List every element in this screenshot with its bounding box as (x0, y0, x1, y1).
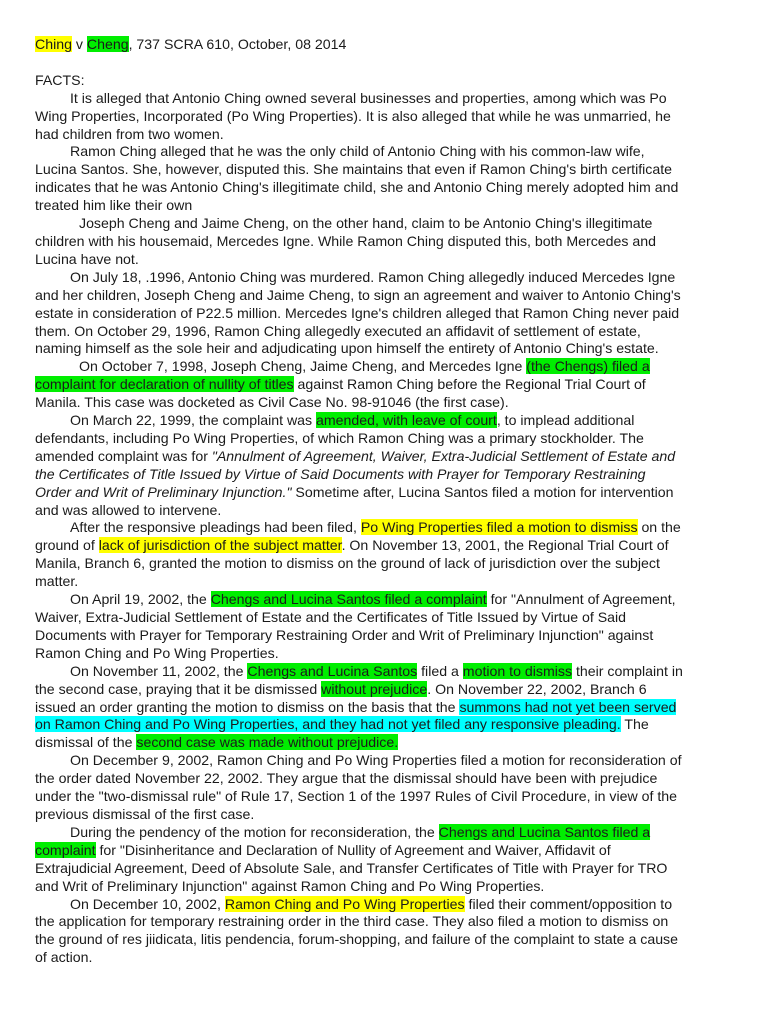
text-line: matter. (35, 573, 79, 590)
text-line: children with his housemaid, Mercedes Igne. While Ramon Ching disputed this, both Mercedes and (35, 232, 656, 249)
text-line: Manila. This case was docketed as Civil Case No. 98-91046 (the first case). (35, 394, 509, 411)
text-line: and Writ of Preliminary Injunction" against Ramon Ching and Po Wing Properties. (35, 877, 545, 894)
text-line: On December 10, 2002, Ramon Ching and Po Wing Properties filed their comment/opposition to (70, 895, 673, 912)
text-line: Extrajudicial Agreement, Deed of Absolute Sale, and Transfer Certificates of Title with Prayer for TRO (35, 859, 668, 876)
text-line: ground of lack of jurisdiction of the subject matter. On November 13, 2001, the Regional Trial Court of (35, 537, 669, 554)
text-line: and was allowed to intervene. (35, 501, 222, 518)
highlight-yellow: Ching (35, 36, 72, 52)
text-line: Documents with Prayer for Temporary Restraining Order and Writ of Preliminary Injunction" against (35, 626, 654, 643)
text-line: treated him like their own (35, 197, 193, 214)
text-line: under the "two-dismissal rule" of Rule 17, Section 1 of the 1997 Rules of Civil Procedure, in view of the (35, 788, 677, 805)
highlight-green: (the Chengs) filed a (526, 358, 650, 375)
text-line: estate in consideration of P22.5 million. Mercedes Igne's children alleged that Ramon Ching never paid (35, 304, 680, 321)
highlight-yellow: lack of jurisdiction of the subject matter (98, 537, 342, 554)
text-line: amended complaint was for "Annulment of Agreement, Waiver, Extra-Judicial Settlement of Estate and (35, 447, 676, 464)
highlight-green: Chengs and Lucina Santos (247, 662, 418, 679)
section-heading: FACTS: (35, 71, 85, 88)
blank-line (35, 54, 730, 72)
text-line: Wing Properties, Incorporated (Po Wing Properties). It is also alleged that while he was unmarried, he (35, 107, 671, 124)
text-line: On November 11, 2002, the Chengs and Lucina Santos filed a motion to dismiss their complaint in (70, 662, 683, 679)
text-line: dismissal of the second case was made without prejudice. (35, 734, 399, 751)
text-line: naming himself as the sole heir and adjudicating upon himself the entirety of Antonio Ching's estate. (35, 340, 659, 357)
text-line: Joseph Cheng and Jaime Cheng, on the other hand, claim to be Antonio Ching's illegitimate (79, 215, 653, 232)
highlight-green: Cheng (86, 36, 129, 52)
document-body (35, 36, 730, 967)
text-line: complaint for declaration of nullity of titles against Ramon Ching before the Regional Trial Court of (35, 376, 646, 393)
highlight-yellow: Ramon Ching and Po Wing Properties (224, 895, 465, 912)
text-line: issued an order granting the motion to dismiss on the basis that the summons had not yet been served (35, 698, 677, 715)
text-line: the ground of res jiidicata, litis pendencia, forum-shopping, and failure of the complaint to state a cause (35, 931, 678, 948)
highlight-green: complaint (35, 841, 96, 858)
text-line: It is alleged that Antonio Ching owned several businesses and properties, among which was Po (70, 89, 667, 106)
text-line: Lucina have not. (35, 250, 139, 267)
case-title: Ching v Cheng, 737 SCRA 610, October, 08 2014 (35, 36, 347, 52)
text-line: the order dated November 22, 2002. They argue that the dismissal should have been with prejudice (35, 770, 658, 787)
text-line: them. On October 29, 1996, Ramon Ching allegedly executed an affidavit of settlement of estate, (35, 322, 641, 339)
highlight-green: Chengs and Lucina Santos filed a (438, 823, 651, 840)
text-line: On December 9, 2002, Ramon Ching and Po Wing Properties filed a motion for reconsideration of (70, 752, 682, 769)
text-line: Lucina Santos. She, however, disputed this. She maintains that even if Ramon Ching's birth certificate (35, 161, 673, 178)
text-line: During the pendency of the motion for reconsideration, the Chengs and Lucina Santos filed a (70, 823, 651, 840)
text-line: had children from two women. (35, 125, 224, 142)
highlight-cyan: on Ramon Ching and Po Wing Properties, and they had not yet filed any responsive pleading. (35, 716, 621, 733)
text-line: Order and Writ of Preliminary Injunction." Sometime after, Lucina Santos filed a motion for intervention (35, 483, 674, 500)
text-line: defendants, including Po Wing Properties, of which Ramon Ching was a primary stockholder. The (35, 429, 644, 446)
text-line: On March 22, 1999, the complaint was amended, with leave of court, to implead additional (70, 412, 635, 429)
highlight-cyan: summons had not yet been served (459, 698, 677, 715)
text-line: of action. (35, 949, 93, 966)
italic-text: "Annulment of Agreement, Waiver, Extra-Judicial Settlement of Estate and (211, 447, 676, 464)
text-line: the second case, praying that it be dismissed without prejudice. On November 22, 2002, Branch 6 (35, 680, 647, 697)
highlight-green: motion to dismiss (462, 662, 573, 679)
text-line: Manila, Branch 6, granted the motion to dismiss on the ground of lack of jurisdiction over the subject (35, 555, 660, 572)
highlight-green: without prejudice (321, 680, 428, 697)
text-line: On July 18, .1996, Antonio Ching was murdered. Ramon Ching allegedly induced Mercedes Igne (70, 268, 676, 285)
italic-text: Order and Writ of Preliminary Injunction." (35, 483, 292, 500)
text-line: previous dismissal of the first case. (35, 805, 255, 822)
text-line: Waiver, Extra-Judicial Settlement of Estate and the Certificates of Title Issued by Virtue of Said (35, 609, 627, 625)
text-line: On April 19, 2002, the Chengs and Lucina Santos filed a complaint for "Annulment of Agreement, (70, 591, 676, 608)
highlight-green: second case was made without prejudice. (136, 734, 399, 751)
text-line: On October 7, 1998, Joseph Cheng, Jaime Cheng, and Mercedes Igne (the Chengs) filed a (79, 358, 650, 375)
text-line: on Ramon Ching and Po Wing Properties, and they had not yet filed any responsive pleading. The (35, 716, 649, 733)
highlight-green: Chengs and Lucina Santos filed a complaint (210, 591, 487, 608)
text-line: the application for temporary restraining order in the third case. They also filed a motion to dismiss on (35, 913, 669, 930)
highlight-green: amended, with leave of court (316, 412, 497, 429)
text-line: complaint for "Disinheritance and Declaration of Nullity of Agreement and Waiver, Affidavit of (35, 841, 611, 858)
highlight-yellow: Po Wing Properties filed a motion to dismiss (360, 519, 638, 536)
text-line: Ramon Ching and Po Wing Properties. (35, 644, 279, 661)
text-line: indicates that he was Antonio Ching's illegitimate child, she and Antonio Ching merely adopted him and (35, 179, 679, 196)
text-line: Ramon Ching alleged that he was the only child of Antonio Ching with his common-law wife, (70, 143, 645, 160)
highlight-green: complaint for declaration of nullity of titles (35, 376, 294, 393)
text-line: After the responsive pleadings had been filed, Po Wing Properties filed a motion to dismiss on the (70, 519, 681, 536)
text-line: and her children, Joseph Cheng and Jaime Cheng, to sign an agreement and waiver to Antonio Ching's (35, 286, 681, 303)
italic-text: the Certificates of Title Issued by Virtue of Said Documents with Prayer for Temporary Restraining (35, 465, 646, 482)
